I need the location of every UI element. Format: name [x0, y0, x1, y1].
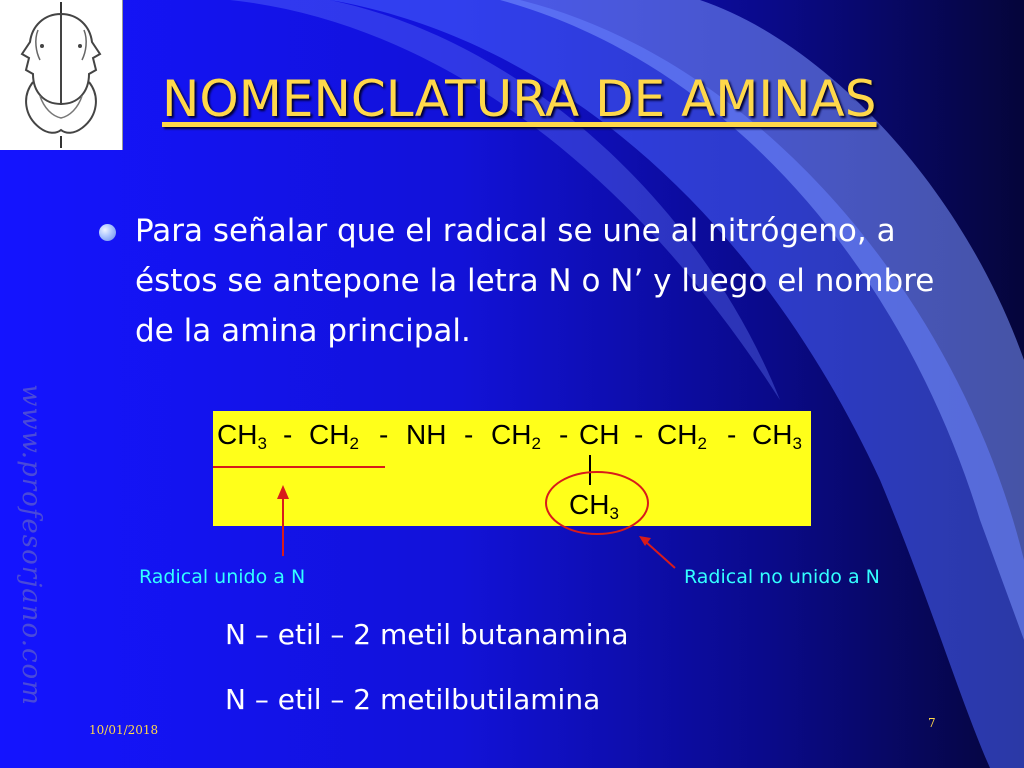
formula-ch3-b: $CH_3$ — [752, 419, 802, 453]
formula-nh: NH — [406, 419, 447, 450]
formula-ch2-a: $CH_2$ — [309, 419, 359, 453]
bullet-icon — [99, 224, 116, 241]
slide-date: 10/01/2018 — [89, 723, 159, 737]
label-radical-attached: Radical unido a N — [139, 566, 306, 588]
formula-dash: - — [379, 419, 389, 450]
janus-logo — [0, 0, 123, 150]
formula-ch: CH — [579, 419, 620, 450]
formula-dash: - — [727, 419, 737, 450]
watermark-text: www.profesorjano.com — [16, 384, 46, 706]
formula-dash: - — [634, 419, 644, 450]
page-number: 7 — [928, 716, 936, 730]
common-name: N – etil – 2 metilbutilamina — [225, 683, 601, 716]
formula-dash: - — [283, 419, 293, 450]
iupac-name: N – etil – 2 metil butanamina — [225, 618, 629, 651]
formula-ch2-b: $CH_2$ — [491, 419, 541, 453]
formula-dash: - — [559, 419, 569, 450]
watermark — [10, 384, 52, 706]
formula-branch-ch3: $CH_3$ — [569, 489, 619, 523]
formula-dash: - — [464, 419, 474, 450]
label-radical-not-attached: Radical no unido a N — [684, 566, 880, 588]
formula-ch3-a: $CH_3$ — [217, 419, 267, 453]
formula-box — [213, 411, 811, 526]
slide-title: NOMENCLATURA DE AMINAS — [162, 70, 877, 128]
formula-ch2-c: $CH_2$ — [657, 419, 707, 453]
bullet-text: Para señalar que el radical se une al nitrógeno, a éstos se antepone la letra N o N’ y luego el nombre de la amina principal. — [135, 213, 935, 349]
